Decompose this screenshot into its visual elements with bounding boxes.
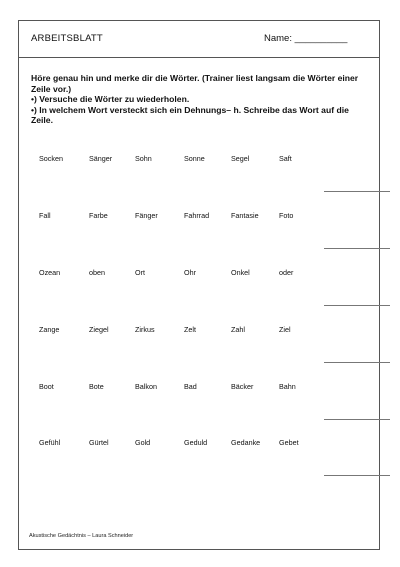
- answer-line[interactable]: [324, 305, 390, 306]
- word: Fantasie: [231, 211, 259, 220]
- word: Sonne: [184, 154, 205, 163]
- word: Ozean: [39, 268, 61, 277]
- word: Farbe: [89, 211, 108, 220]
- answer-line[interactable]: [324, 191, 390, 192]
- instruction-text: Höre genau hin und merke dir die Wörter. (Trainer liest langsam die Wörter einer Zeile vor.): [31, 73, 359, 94]
- answer-line[interactable]: [324, 362, 390, 363]
- word: Zelt: [184, 325, 196, 334]
- answer-line[interactable]: [324, 475, 390, 476]
- word: oder: [279, 268, 294, 277]
- word-row: [39, 211, 384, 261]
- word: Ziel: [279, 325, 291, 334]
- word: Fall: [39, 211, 51, 220]
- word-row: [39, 154, 384, 204]
- word: Sänger: [89, 154, 113, 163]
- instructions: [31, 73, 373, 126]
- word: Socken: [39, 154, 63, 163]
- word-row: [39, 325, 384, 375]
- word: Saft: [279, 154, 292, 163]
- word: Fahrrad: [184, 211, 210, 220]
- worksheet: [18, 20, 380, 550]
- word: Gold: [135, 438, 151, 447]
- word-row: [39, 438, 384, 488]
- word: Sohn: [135, 154, 152, 163]
- word: Ort: [135, 268, 145, 277]
- word: Foto: [279, 211, 294, 220]
- word: Onkel: [231, 268, 250, 277]
- word: Zirkus: [135, 325, 155, 334]
- word: Bad: [184, 382, 197, 391]
- worksheet-title: ARBEITSBLATT: [31, 33, 103, 44]
- word: Gürtel: [89, 438, 109, 447]
- word-row: [39, 382, 384, 432]
- word: Gedanke: [231, 438, 261, 447]
- worksheet-header: [19, 21, 379, 58]
- word: Zange: [39, 325, 60, 334]
- word: Boot: [39, 382, 54, 391]
- word: Bahn: [279, 382, 296, 391]
- word: Gefühl: [39, 438, 61, 447]
- word-row: [39, 268, 384, 318]
- word: Zahl: [231, 325, 245, 334]
- footer-credit: Akustische Gedächtnis – Laura Schneider: [29, 533, 134, 539]
- name-field-label: Name: __________: [264, 33, 348, 44]
- answer-line[interactable]: [324, 419, 390, 420]
- answer-line[interactable]: [324, 248, 390, 249]
- instruction-step-repeat: •) Versuche die Wörter zu wiederholen.: [31, 94, 190, 105]
- word: oben: [89, 268, 105, 277]
- instruction-step-write: •) In welchem Wort versteckt sich ein Dehnungs– h. Schreibe das Wort auf die Zeile.: [31, 104, 349, 126]
- word: Fänger: [135, 211, 158, 220]
- word: Balkon: [135, 382, 157, 391]
- word: Gebet: [279, 438, 299, 447]
- word: Ohr: [184, 268, 196, 277]
- word: Bäcker: [231, 382, 254, 391]
- word: Segel: [231, 154, 250, 163]
- word: Bote: [89, 382, 104, 391]
- word: Ziegel: [89, 325, 109, 334]
- word: Geduld: [184, 438, 208, 447]
